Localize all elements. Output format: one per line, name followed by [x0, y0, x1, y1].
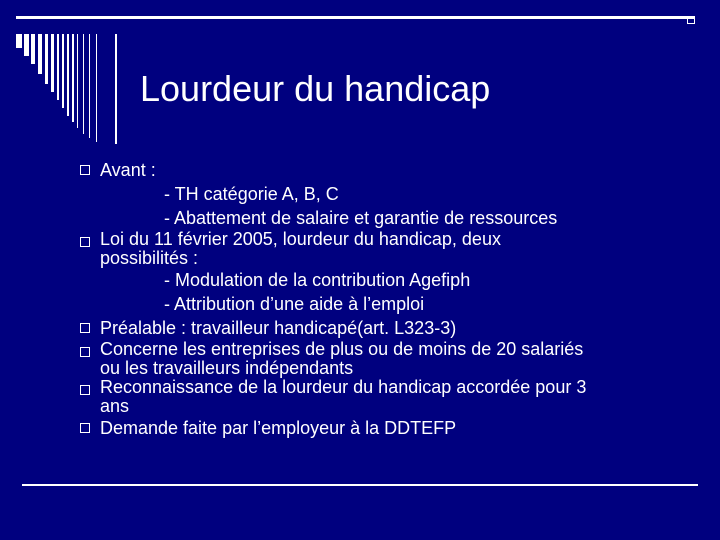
bullet-item-demande [80, 416, 620, 440]
square-bullet-icon [80, 385, 90, 395]
sub-item: - Attribution d’une aide à l’emploi [164, 294, 425, 314]
bullet-text-line: Concerne les entreprises de plus ou de moins de 20 salariés [100, 339, 584, 359]
deco-bar [83, 34, 84, 134]
sub-item: - Modulation de la contribution Agefiph [164, 270, 471, 290]
bullet-text-line: ans [100, 396, 130, 416]
slide-title: Lourdeur du handicap [140, 68, 491, 109]
bullet-text-line: Loi du 11 février 2005, lourdeur du handicap, deux [100, 229, 501, 249]
deco-bar [96, 34, 97, 142]
bullet-text-line: Reconnaissance de la lourdeur du handicap accordée pour 3 [100, 377, 587, 397]
deco-bar [77, 34, 78, 128]
square-bullet-icon [80, 347, 90, 357]
bullet-text-line: possibilités : [100, 248, 199, 268]
deco-bar [51, 34, 54, 92]
bullet-item-avant [80, 158, 620, 230]
deco-bar [62, 34, 64, 108]
deco-bar [57, 34, 59, 100]
bottom-divider-line [22, 484, 698, 486]
bullet-text: Préalable : travailleur handicapé(art. L323-3) [100, 318, 457, 338]
deco-bar [31, 34, 35, 64]
deco-bar [45, 34, 48, 84]
bullet-item-prealable [80, 316, 620, 340]
deco-bar [38, 34, 42, 74]
deco-bar [24, 34, 29, 56]
deco-bar [16, 34, 22, 48]
bullet-text-line: ou les travailleurs indépendants [100, 358, 354, 378]
square-bullet-icon [80, 165, 90, 175]
top-decorative-line [16, 16, 695, 19]
sub-item: - TH catégorie A, B, C [164, 184, 339, 204]
top-right-square-icon [687, 16, 695, 24]
deco-bar [89, 34, 90, 138]
deco-bar [72, 34, 74, 122]
square-bullet-icon [80, 237, 90, 247]
bullet-item-concerne [80, 340, 620, 378]
bullet-text: Avant : [100, 160, 156, 180]
deco-bar [67, 34, 69, 116]
decorative-bars [16, 34, 126, 144]
bullet-item-reconnaissance [80, 378, 620, 416]
sub-item: - Abattement de salaire et garantie de ressources [164, 208, 558, 228]
deco-bar [115, 34, 117, 144]
square-bullet-icon [80, 423, 90, 433]
bullet-item-loi-2005 [80, 230, 620, 316]
bullet-text: Demande faite par l’employeur à la DDTEFP [100, 418, 457, 438]
bullet-list [80, 158, 620, 440]
square-bullet-icon [80, 323, 90, 333]
